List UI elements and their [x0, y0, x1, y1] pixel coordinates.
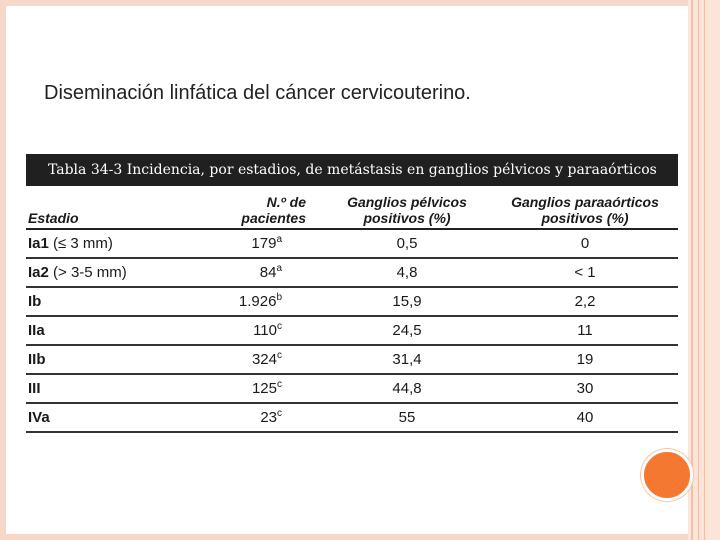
slide-bottom-border: [0, 534, 720, 540]
incidence-table: [26, 154, 678, 433]
header-stage: [26, 186, 178, 229]
patients-count: 84: [259, 264, 277, 281]
slide-left-border: [0, 0, 6, 540]
cell-paraaortic: 0: [492, 229, 678, 258]
header-patients-line2: pacientes: [241, 210, 306, 226]
cell-pelvic: 15,9: [322, 287, 492, 316]
header-paraaortic: [492, 186, 678, 229]
patients-footnote: c: [277, 379, 282, 390]
slide-title: Diseminación linfática del cáncer cervicouterino.: [44, 82, 471, 104]
cell-patients: [178, 316, 322, 345]
table-row: [26, 258, 678, 287]
stage-code: III: [28, 380, 41, 397]
cell-paraaortic: 19: [492, 345, 678, 374]
cell-pelvic: 31,4: [322, 345, 492, 374]
stage-range: (≤ 3 mm): [53, 235, 113, 252]
cell-pelvic: 0,5: [322, 229, 492, 258]
cell-pelvic: 4,8: [322, 258, 492, 287]
slide-right-decoration: [688, 0, 720, 540]
table-row: [26, 229, 678, 258]
table-row: [26, 316, 678, 345]
stage-code: Ib: [28, 293, 42, 310]
patients-count: 23: [260, 409, 277, 426]
cell-paraaortic: 30: [492, 374, 678, 403]
cell-patients: [178, 403, 322, 432]
table-row: [26, 287, 678, 316]
cell-paraaortic: 2,2: [492, 287, 678, 316]
stage-code: Ia2: [28, 264, 49, 281]
patients-footnote: b: [276, 292, 282, 303]
table-caption: Tabla 34-3 Incidencia, por estadios, de metástasis en ganglios pélvicos y paraaórticos: [26, 154, 678, 186]
cell-stage: [26, 403, 178, 432]
cell-patients: [178, 345, 322, 374]
table-row: [26, 374, 678, 403]
cell-pelvic: 24,5: [322, 316, 492, 345]
cell-paraaortic: 40: [492, 403, 678, 432]
cell-paraaortic: 11: [492, 316, 678, 345]
cell-pelvic: 44,8: [322, 374, 492, 403]
cell-paraaortic: < 1: [492, 258, 678, 287]
cell-stage: [26, 258, 178, 287]
patients-footnote: a: [276, 263, 282, 274]
patients-footnote: c: [277, 408, 282, 419]
header-patients: [178, 186, 322, 229]
data-table: [26, 186, 678, 433]
cell-patients: [178, 229, 322, 258]
patients-footnote: c: [277, 350, 282, 361]
header-stage-label: Estadio: [28, 210, 79, 226]
cell-patients: [178, 374, 322, 403]
stage-code: Ia1: [28, 235, 49, 252]
cell-stage: [26, 316, 178, 345]
orange-circle-decoration: [641, 449, 693, 501]
header-patients-line1: N.º de: [266, 194, 306, 210]
cell-stage: [26, 287, 178, 316]
header-pelvic: [322, 186, 492, 229]
patients-footnote: a: [276, 234, 282, 245]
table-body: [26, 229, 678, 432]
decor-line: [691, 0, 693, 540]
cell-patients: [178, 258, 322, 287]
decor-line: [698, 0, 699, 540]
table-row: [26, 345, 678, 374]
stage-code: IIb: [28, 351, 46, 368]
cell-stage: [26, 345, 178, 374]
stage-range: (> 3-5 mm): [53, 264, 127, 281]
patients-footnote: c: [277, 321, 282, 332]
patients-count: 179: [251, 235, 277, 252]
patients-count: 110: [253, 322, 277, 339]
patients-count: 125: [251, 380, 277, 397]
header-paraaortic-line2: positivos (%): [541, 210, 629, 226]
decor-line: [704, 0, 705, 540]
table-row: [26, 403, 678, 432]
header-paraaortic-line1: Ganglios paraaórticos: [511, 194, 659, 210]
header-pelvic-line1: Ganglios pélvicos: [347, 194, 467, 210]
patients-count: 324: [251, 351, 277, 368]
table-header-row: [26, 186, 678, 229]
stage-code: IVa: [28, 409, 50, 426]
stage-code: IIa: [28, 322, 45, 339]
header-pelvic-line2: positivos (%): [363, 210, 451, 226]
cell-patients: [178, 287, 322, 316]
cell-stage: [26, 374, 178, 403]
cell-pelvic: 55: [322, 403, 492, 432]
cell-stage: [26, 229, 178, 258]
slide-top-border: [0, 0, 720, 6]
patients-count: 1.926: [238, 293, 277, 310]
